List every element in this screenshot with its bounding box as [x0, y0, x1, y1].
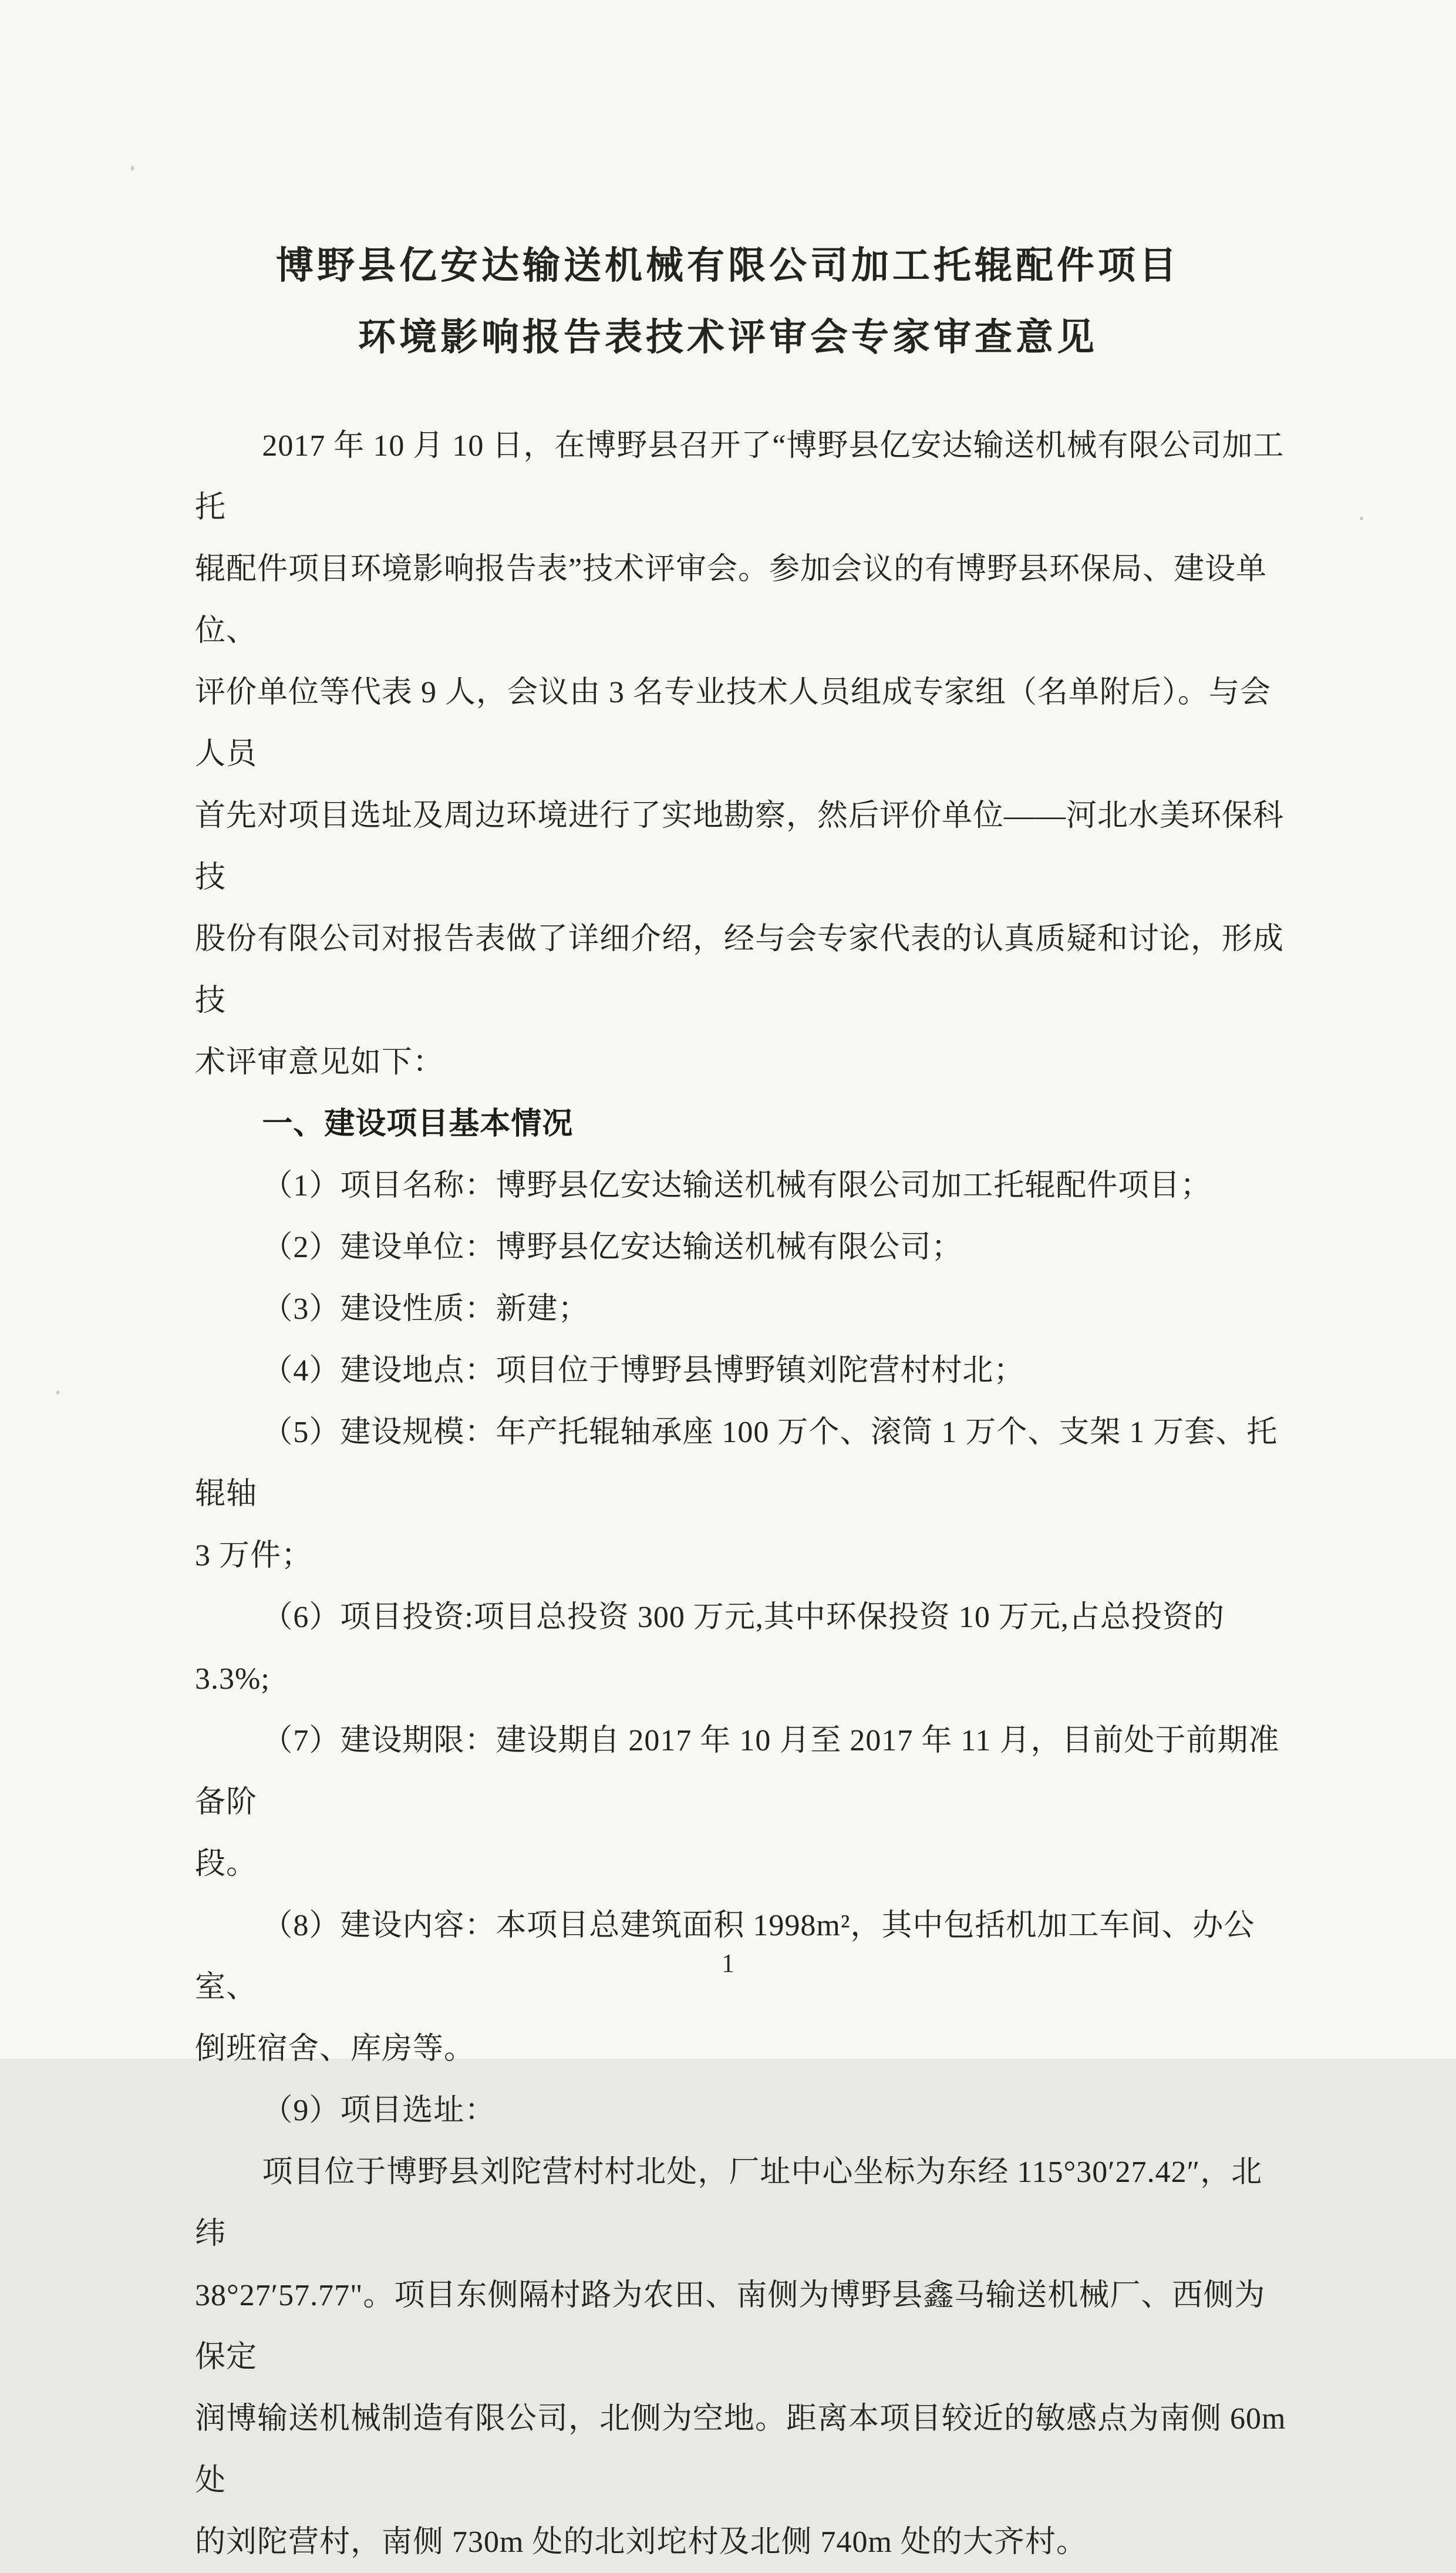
page-number: 1: [722, 1949, 734, 1978]
body-line: 2017 年 10 月 10 日，在博野县召开了“博野县亿安达输送机械有限公司加工托: [195, 429, 1285, 524]
body-line: 术评审意见如下：: [195, 1045, 444, 1079]
body-line: （3）建设性质：新建；: [262, 1292, 589, 1326]
body-line: 评价单位等代表 9 人，会议由 3 名专业技术人员组成专家组（名单附后）。与会人员: [195, 675, 1272, 771]
body-line: 倒班宿舍、库房等。: [195, 2032, 476, 2066]
scan-speck: [131, 166, 134, 171]
body-line: 辊配件项目环境影响报告表”技术评审会。参加会议的有博野县环保局、建设单位、: [195, 552, 1268, 648]
body-line: （8）建设内容：本项目总建筑面积 1998m²，其中包括机加工车间、办公室、: [195, 1908, 1255, 2004]
scan-speck: [56, 1390, 59, 1395]
body-line: （2）建设单位：博野县亿安达输送机械有限公司；: [262, 1230, 963, 1264]
body-line: （5）建设规模：年产托辊轴承座 100 万个、滚筒 1 万个、支架 1 万套、托辊轴: [195, 1415, 1278, 1511]
body-line: 3 万件；: [195, 1538, 313, 1572]
body-line: （9）项目选址：: [262, 2093, 496, 2127]
body-line: 的刘陀营村，南侧 730m 处的北刘坨村及北侧 740m 处的大齐村。: [195, 2525, 1087, 2559]
body-line: （6）项目投资:项目总投资 300 万元,其中环保投资 10 万元,占总投资的 3.3%;: [195, 1600, 1233, 1696]
body-line: 段。: [195, 1847, 258, 1881]
document-title-line2: 环境影响报告表技术评审会专家审查意见: [358, 316, 1098, 359]
body-line: （4）建设地点：项目位于博野县博野镇刘陀营村村北；: [262, 1353, 1025, 1387]
body-line: 38°27′57.77"。项目东侧隔村路为农田、南侧为博野县鑫马输送机械厂、西侧为保定: [195, 2278, 1266, 2374]
body-line: 项目位于博野县刘陀营村村北处，厂址中心坐标为东经 115°30′27.42″，北纬: [195, 2155, 1263, 2251]
body-line: 首先对项目选址及周边环境进行了实地勘察，然后评价单位——河北水美环保科技: [195, 799, 1285, 894]
document-title-line1: 博野县亿安达输送机械有限公司加工托辊配件项目: [276, 245, 1180, 287]
body-line: 润博输送机械制造有限公司，北侧为空地。距离本项目较近的敏感点为南侧 60m 处: [195, 2402, 1295, 2497]
section-heading: 一、建设项目基本情况: [262, 1107, 574, 1141]
document-body: [0, 415, 1456, 2573]
scan-speck: [1360, 517, 1363, 520]
body-line: （7）建设期限：建设期自 2017 年 10 月至 2017 年 11 月，目前处于前期准备阶: [195, 1723, 1280, 1819]
body-line: 股份有限公司对报告表做了详细介绍，经与会专家代表的认真质疑和讨论，形成技: [195, 922, 1285, 1018]
body-line: （1）项目名称：博野县亿安达输送机械有限公司加工托辊配件项目；: [262, 1168, 1212, 1203]
